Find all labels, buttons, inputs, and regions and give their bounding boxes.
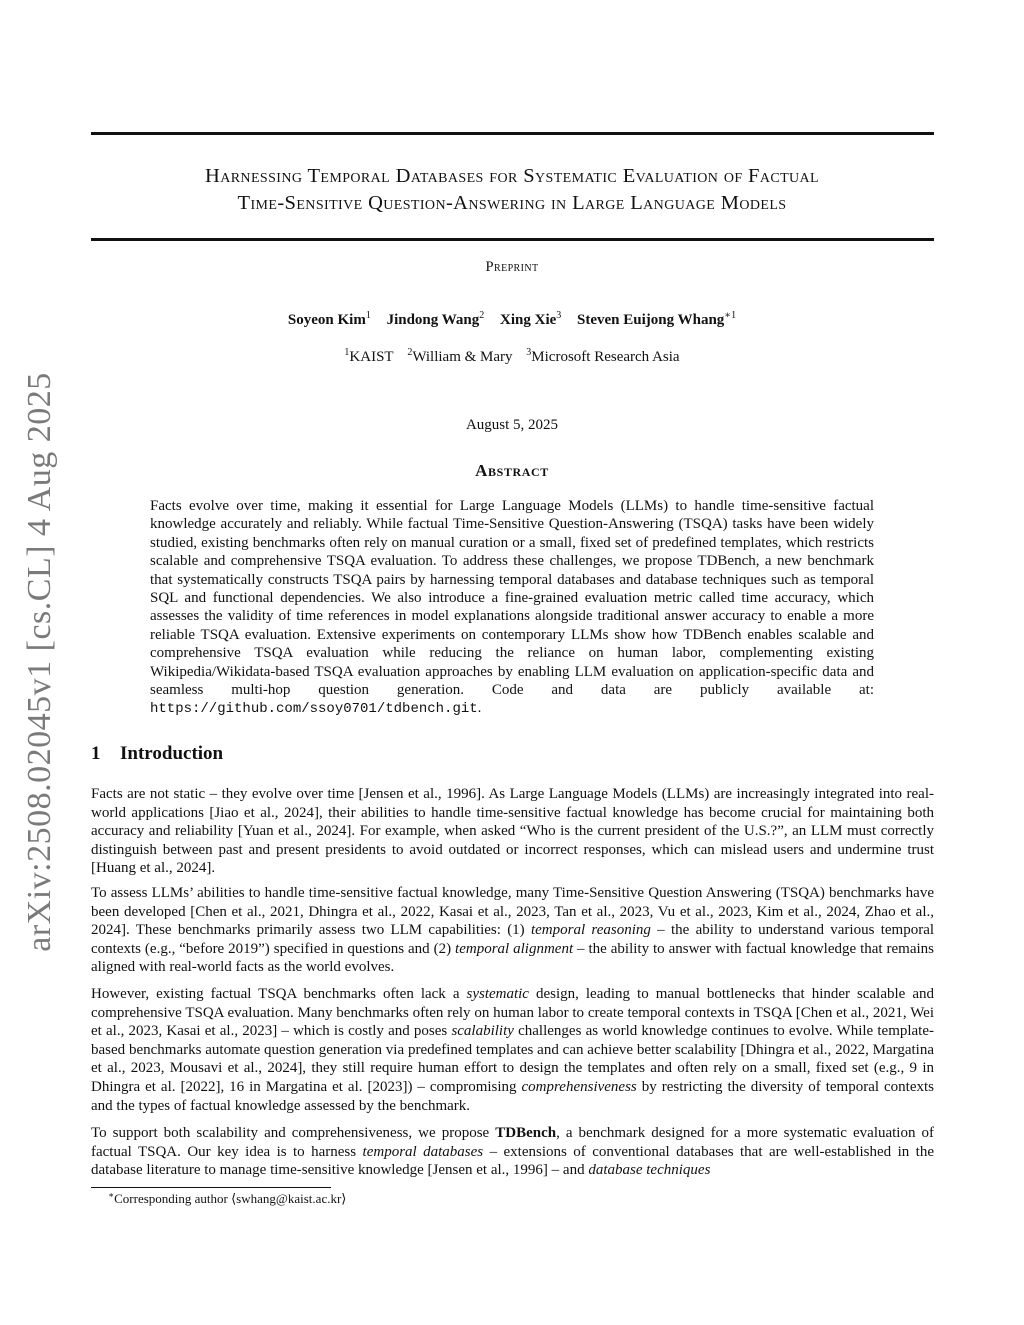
text-run: – the ability to understand various temporal contexts (e.g., “before 2019”) specified in questions and (2) (91, 922, 935, 957)
author-affiliation-mark: ∗1 (724, 310, 737, 321)
text-run: by restricting the diversity of temporal contexts and the types of factual knowledge assessed by the benchmark. (91, 1078, 934, 1114)
author (288, 312, 371, 328)
intro-paragraph-2 (91, 884, 934, 977)
footnote (108, 1191, 346, 1207)
emphasis: temporal alignment (455, 940, 574, 957)
footnote-mark: ∗ (108, 1190, 115, 1200)
abstract-body (150, 497, 874, 719)
publication-date: August 5, 2025 (465, 417, 559, 433)
abstract-heading: Abstract (475, 461, 549, 480)
text-run: design, leading to manual bottlenecks that hinder scalable and comprehensive TSQA evaluation. Many benchmarks often rely on human labor to create temporal contexts in TSQA [Chen et al., 2021, Wei et al., 2023, Kasai et al., 2023] – which is costly and poses (91, 986, 934, 1040)
intro-paragraph-3 (91, 985, 934, 1115)
author (577, 312, 736, 328)
text-run: However, existing factual TSQA benchmarks often lack a (91, 986, 467, 1002)
affiliation (344, 349, 393, 365)
footnote-text: Corresponding author ⟨swhang@kaist.ac.kr⟩ (114, 1191, 347, 1206)
code-repository-link[interactable]: https://github.com/ssoy0701/tdbench.git (150, 701, 478, 718)
emphasis: temporal reasoning (530, 922, 651, 939)
abstract-text: Facts evolve over time, making it essential for Large Language Models (LLMs) to handle time-sensitive factual knowledge accurately and reliably. While factual Time-Sensitive Question-Answering (TSQA) tasks have been widely studied, existing benchmarks often rely on manual curation or a small, fixed set of predefined templates, which restricts scalable and comprehensive TSQA evaluation. To address these challenges, we propose TDBench, a new benchmark that systematically constructs TSQA pairs by harnessing temporal databases and database techniques such as temporal SQL and functional dependencies. We also introduce a fine-grained evaluation metric called time accuracy, which assesses the validity of time references in model explanations alongside traditional answer accuracy to enable a more reliable TSQA evaluation. Extensive experiments on contemporary LLMs show how TDBench enables scalable and comprehensive TSQA evaluation while reducing the reliance on human labor, complementing existing Wikipedia/Wikidata-based TSQA evaluation approaches by enabling LLM evaluation on application-specific data and seamless multi-hop question generation. Code and data are publicly available at: (150, 498, 874, 699)
title-rule-bottom (91, 238, 934, 241)
affiliation-name: KAIST (349, 349, 394, 365)
affiliation-mark: 1 (344, 347, 350, 358)
text-run: challenges as world knowledge continues to evolve. While template-based benchmarks automate question generation via predefined templates and can achieve better scalability [Dhingra et al., 2022, Margatina et al., 2023, Mousavi et al., 2024], they still require human effort to design the templates and often rely on a small, fixed set (e.g., 9 in Dhingra et al. [2022], 16 in Margatina et al. [2023]) – compromising (91, 1023, 935, 1095)
benchmark-name: TDBench (495, 1125, 557, 1141)
intro-paragraph-4 (91, 1124, 934, 1180)
author-name: Soyeon Kim (287, 312, 366, 328)
section-title: Introduction (120, 743, 224, 764)
paper-title-line-2: Time-Sensitive Question-Answering in Large Language Models (237, 192, 787, 214)
preprint-label: Preprint (485, 259, 539, 275)
text-run: To support both scalability and comprehensiveness, we propose (91, 1125, 496, 1141)
title-rule-top (91, 132, 934, 135)
text-run: – the ability to answer with factual knowledge that remains aligned with real-world facts as the world evolves. (91, 940, 935, 976)
section-number: 1 (91, 743, 101, 764)
text-run: , a benchmark designed for a more systematic evaluation of factual TSQA. Our key idea is to harness (91, 1125, 935, 1160)
affiliation-name: Microsoft Research Asia (531, 349, 680, 365)
emphasis: scalability (451, 1023, 514, 1040)
footnote-rule (91, 1187, 331, 1188)
affiliation-name: William & Mary (412, 349, 513, 365)
affiliation (407, 349, 512, 365)
author-affiliation-mark: 2 (479, 310, 485, 321)
author-affiliation-mark: 3 (556, 310, 562, 321)
affiliation-mark: 3 (526, 347, 532, 358)
emphasis: systematic (466, 986, 529, 1002)
text-run: To assess LLMs’ abilities to handle time-sensitive factual knowledge, many Time-Sensitive Question Answering (TSQA) benchmarks have been developed [Chen et al., 2021, Dhingra et al., 2022, Kasai et al., 2023, Tan et al., 2023, Vu et al., 2023, Kim et al., 2024, Zhao et al., 2024]. These benchmarks primarily assess two LLM capabilities: (1) (91, 885, 934, 939)
emphasis: database techniques (588, 1162, 711, 1179)
text-run: – extensions of conventional databases that are well-established in the database literature to manage time-sensitive knowledge [Jensen et al., 1996] – and (91, 1143, 935, 1179)
affiliation-list (0, 349, 1024, 366)
emphasis: temporal databases (362, 1143, 484, 1160)
author (500, 312, 561, 328)
author-name: Steven Euijong Whang (577, 312, 725, 328)
affiliation (526, 349, 679, 365)
emphasis: comprehensiveness (521, 1078, 637, 1095)
affiliation-mark: 2 (407, 347, 413, 358)
author-name: Jindong Wang (386, 312, 480, 328)
author-name: Xing Xie (500, 312, 557, 328)
abstract-end: . (477, 700, 482, 717)
author (387, 312, 485, 328)
section-heading-introduction (91, 743, 223, 765)
paper-title-line-1: Harnessing Temporal Databases for Systematic Evaluation of Factual (204, 165, 820, 187)
author-affiliation-mark: 1 (365, 310, 371, 321)
intro-paragraph-1: Facts are not static – they evolve over time [Jensen et al., 1996]. As Large Language Models (LLMs) are increasingly integrated into real-world applications [Jiao et al., 2024], their abilities to handle time-sensitive factual knowledge has become crucial for maintaining both accuracy and reliability [Yuan et al., 2024]. For example, when asked “Who is the current president of the U.S.?”, an LLM must correctly distinguish between past and present presidents to avoid outdated or incorrect responses, which can mislead users and undermine trust [Huang et al., 2024]. (91, 786, 934, 877)
author-list (0, 312, 1024, 329)
arxiv-identifier-stamp: arXiv:2508.02045v1 [cs.CL] 4 Aug 2025 (21, 372, 58, 952)
